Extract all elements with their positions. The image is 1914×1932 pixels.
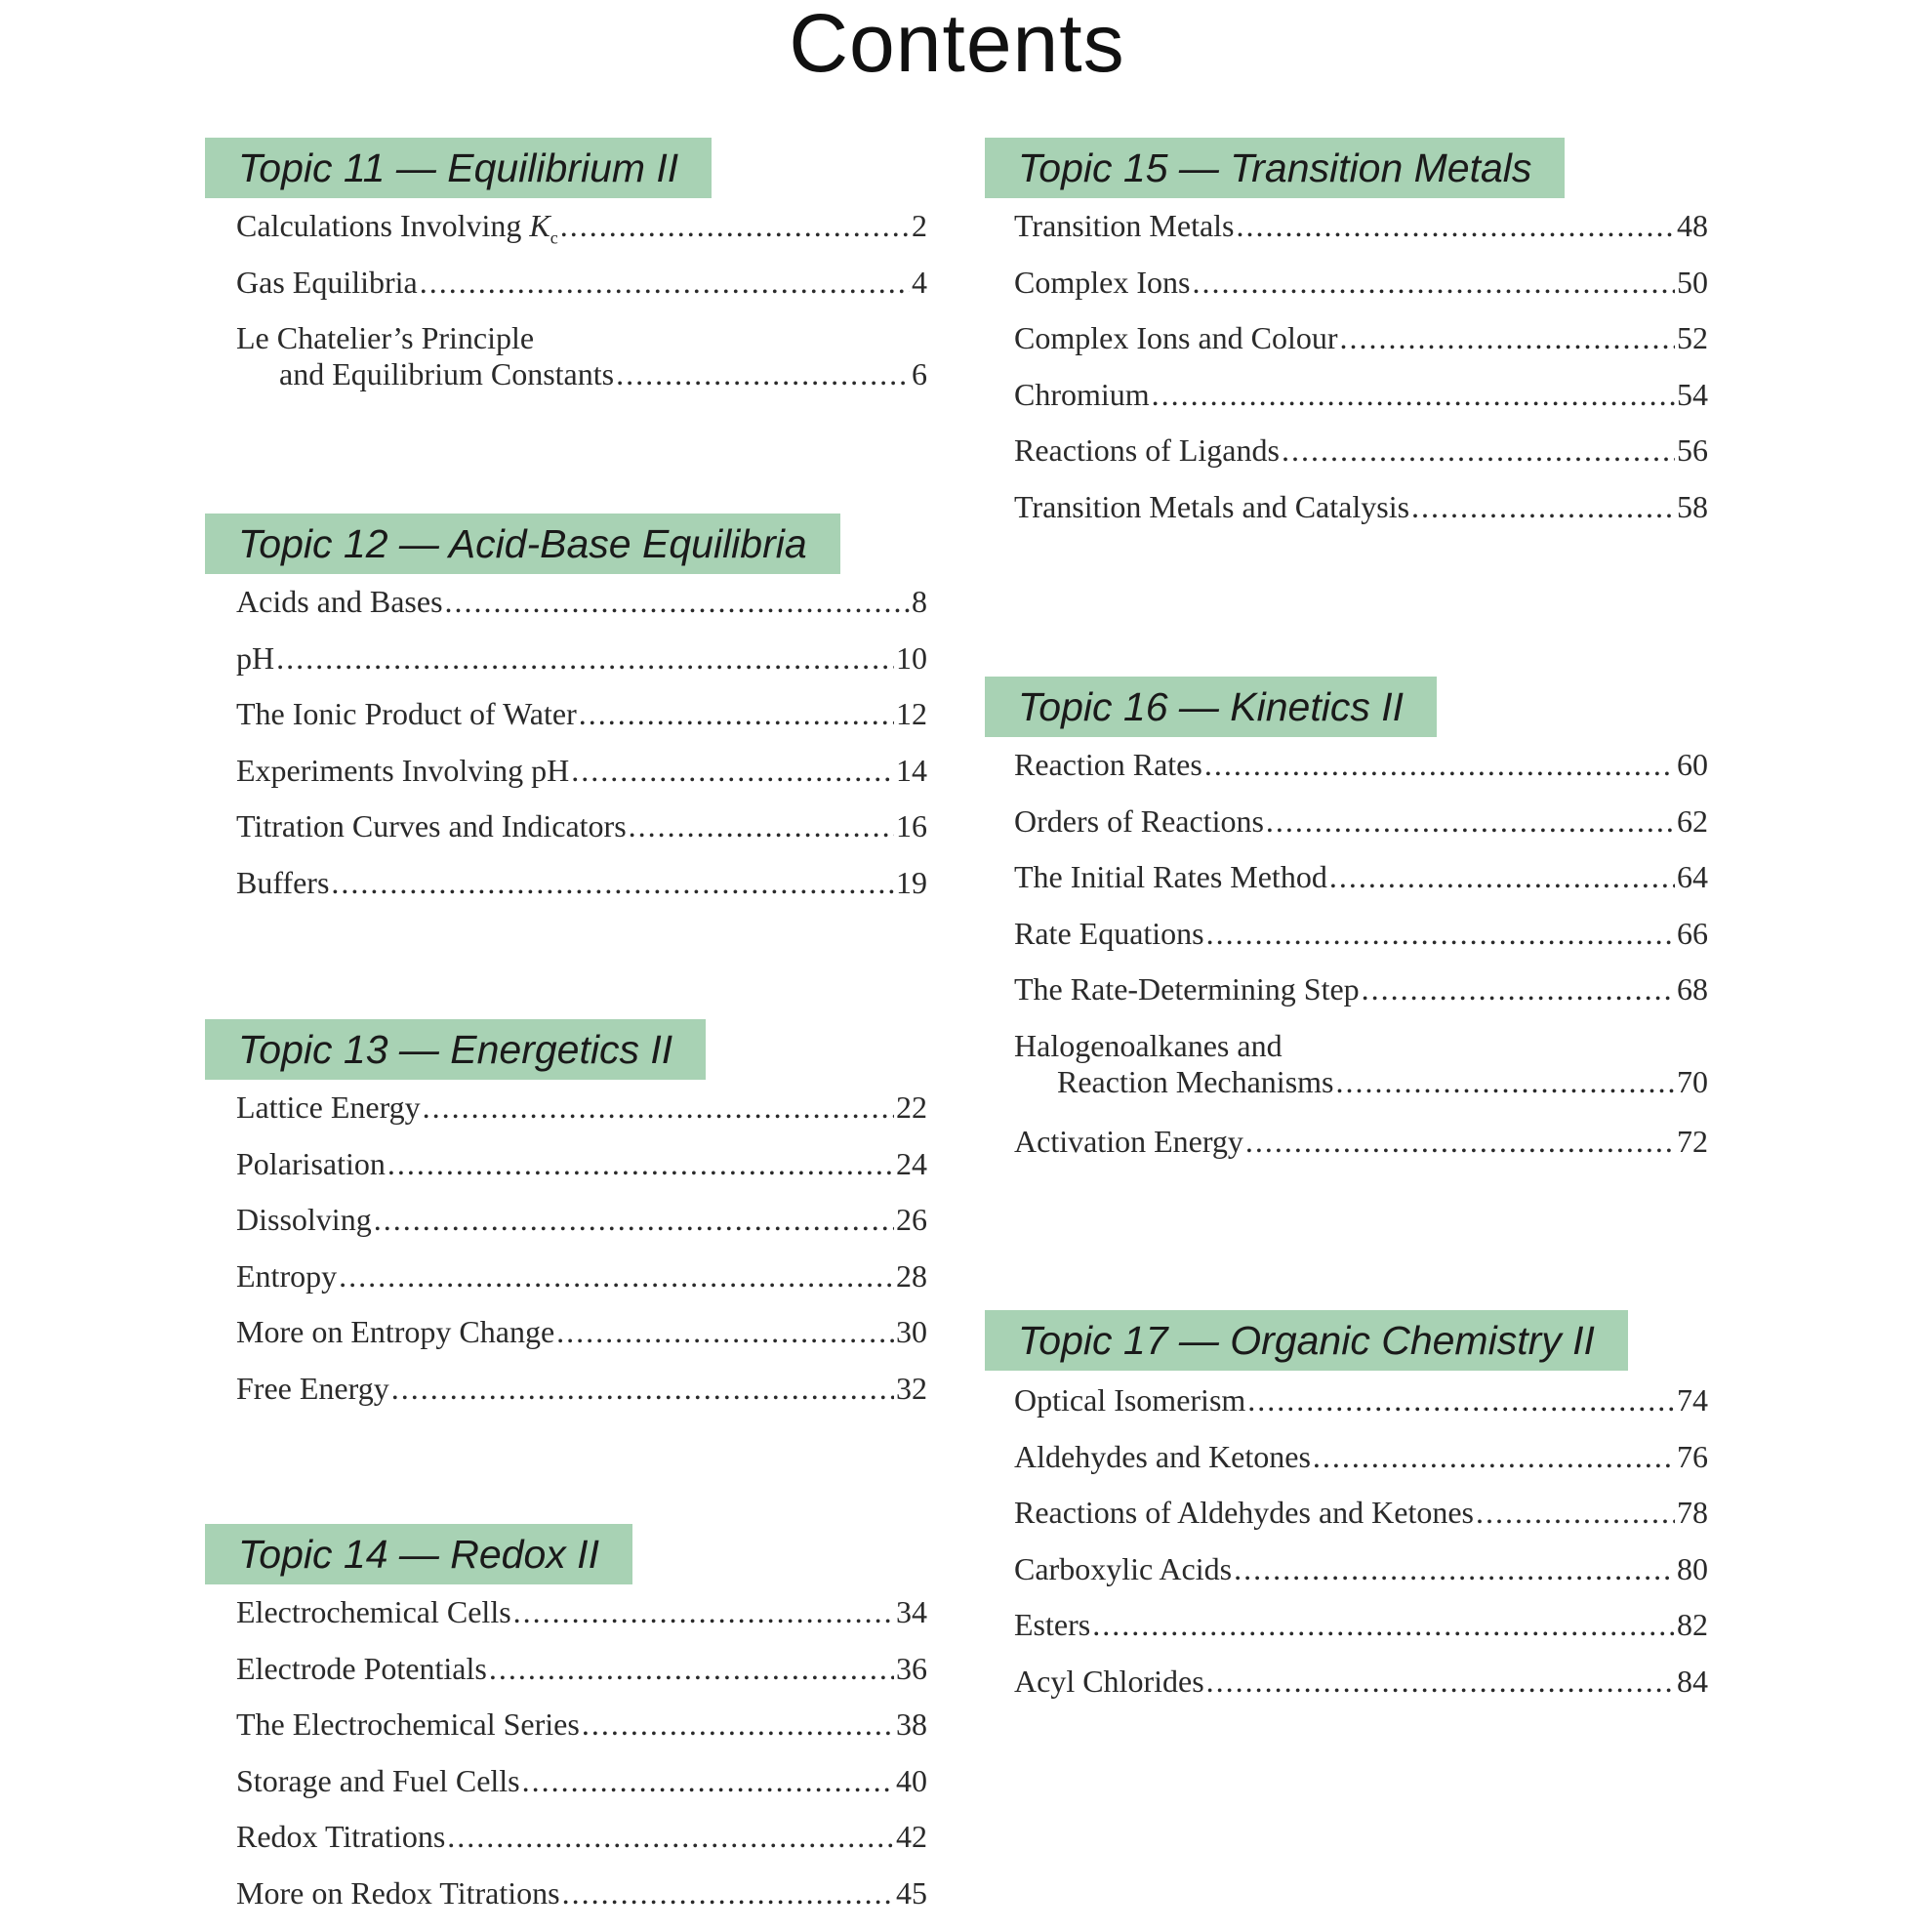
- toc-entry-page: 70: [1677, 1063, 1708, 1099]
- toc-entry[interactable]: [236, 1146, 927, 1203]
- toc-entry-page: 48: [1677, 208, 1708, 243]
- toc-entry-label: Aldehydes and Ketones: [1014, 1438, 1311, 1474]
- toc-entry[interactable]: [236, 584, 927, 640]
- dot-leader: [522, 1763, 894, 1799]
- dot-leader: [1411, 489, 1675, 525]
- topic-17-section: [985, 1310, 1708, 1720]
- dot-leader: [629, 808, 894, 844]
- dot-leader: [423, 1089, 894, 1126]
- dot-leader: [1092, 1607, 1675, 1643]
- toc-entry-label: Esters: [1014, 1607, 1091, 1643]
- toc-entry[interactable]: [1014, 803, 1708, 860]
- toc-entry[interactable]: [1014, 1664, 1708, 1720]
- toc-entry[interactable]: [1014, 432, 1708, 489]
- toc-entry-label: Titration Curves and Indicators: [236, 808, 627, 844]
- toc-entry[interactable]: [236, 208, 927, 265]
- dot-leader: [582, 1706, 894, 1743]
- toc-entry-page: 22: [896, 1089, 927, 1125]
- topic-15-entries: [985, 208, 1708, 546]
- toc-entry[interactable]: [1014, 1607, 1708, 1664]
- toc-entry[interactable]: [1014, 1124, 1708, 1180]
- dot-leader: [1192, 265, 1675, 301]
- toc-entry-label: The Electrochemical Series: [236, 1706, 580, 1743]
- toc-entry[interactable]: [1014, 1028, 1708, 1124]
- toc-entry-page: 14: [896, 752, 927, 788]
- toc-entry-page: 32: [896, 1370, 927, 1406]
- dot-leader: [387, 1146, 894, 1182]
- toc-entry-variable: K: [529, 208, 550, 243]
- dot-leader: [571, 753, 894, 789]
- toc-entry-page: 2: [912, 208, 927, 243]
- dot-leader: [1335, 1064, 1675, 1100]
- dot-leader: [1282, 432, 1675, 469]
- dot-leader: [1206, 916, 1675, 952]
- toc-entry-page: 58: [1677, 488, 1708, 524]
- toc-entry-label: Storage and Fuel Cells: [236, 1762, 520, 1798]
- topic-11-entries: [205, 208, 927, 416]
- toc-entry[interactable]: [236, 1258, 927, 1315]
- dot-leader: [560, 208, 910, 244]
- toc-entry-label: Buffers: [236, 864, 330, 900]
- topic-13-header[interactable]: Topic 13 — Energetics II: [205, 1019, 706, 1080]
- dot-leader: [331, 865, 894, 901]
- toc-entry[interactable]: [236, 640, 927, 697]
- toc-entry-page: 68: [1677, 971, 1708, 1007]
- toc-entry-page: 10: [896, 639, 927, 676]
- topic-14-header[interactable]: Topic 14 — Redox II: [205, 1524, 632, 1584]
- toc-entry-label: Complex Ions and Colour: [1014, 320, 1338, 356]
- dot-leader: [1245, 1124, 1675, 1160]
- toc-entry-page: 34: [896, 1594, 927, 1629]
- dot-leader: [1266, 803, 1675, 840]
- toc-entry-label: Reactions of Ligands: [1014, 432, 1280, 469]
- toc-entry-label: Rate Equations: [1014, 915, 1204, 951]
- dot-leader: [489, 1651, 894, 1687]
- toc-entry-label-continued: and Equilibrium Constants: [279, 356, 615, 392]
- toc-entry-label-continued: Reaction Mechanisms: [1057, 1063, 1334, 1099]
- topic-12-section: [205, 514, 927, 922]
- toc-entry[interactable]: [1014, 971, 1708, 1028]
- toc-entry-page: 4: [912, 264, 927, 300]
- toc-entry-page: 60: [1677, 747, 1708, 782]
- toc-entry-page: 6: [912, 356, 927, 392]
- toc-entry[interactable]: [236, 1819, 927, 1875]
- toc-entry-page: 66: [1677, 915, 1708, 951]
- toc-entry[interactable]: [1014, 377, 1708, 433]
- toc-entry[interactable]: [236, 1706, 927, 1763]
- toc-entry-page: 36: [896, 1650, 927, 1686]
- toc-entry[interactable]: [236, 265, 927, 321]
- toc-entry[interactable]: [236, 865, 927, 922]
- page-title: Contents: [789, 0, 1125, 89]
- toc-entry-page: 50: [1677, 264, 1708, 300]
- toc-entry-label: Electrochemical Cells: [236, 1594, 511, 1629]
- dot-leader: [447, 1819, 894, 1855]
- toc-entry-label: More on Redox Titrations: [236, 1874, 560, 1911]
- dot-leader: [562, 1875, 894, 1911]
- toc-entry-page: 82: [1677, 1607, 1708, 1643]
- toc-entry[interactable]: [236, 808, 927, 865]
- toc-entry[interactable]: [236, 753, 927, 809]
- dot-leader: [579, 696, 894, 732]
- toc-entry-page: 12: [896, 696, 927, 732]
- topic-14-entries: [205, 1594, 927, 1932]
- toc-entry[interactable]: [236, 1314, 927, 1371]
- toc-entry-label: Reaction Rates: [1014, 747, 1202, 782]
- toc-entry-page: 64: [1677, 859, 1708, 895]
- toc-entry[interactable]: [1014, 208, 1708, 265]
- toc-entry[interactable]: [1014, 859, 1708, 916]
- topic-12-entries: [205, 584, 927, 922]
- toc-entry-label: Transition Metals and Catalysis: [1014, 488, 1410, 524]
- toc-entry-page: 56: [1677, 432, 1708, 469]
- topic-16-entries: [985, 747, 1708, 1180]
- toc-entry[interactable]: [236, 320, 927, 416]
- toc-entry-label: Chromium: [1014, 376, 1150, 412]
- toc-entry[interactable]: [236, 1651, 927, 1707]
- toc-entry-label: Transition Metals: [1014, 208, 1235, 243]
- topic-12-header[interactable]: Topic 12 — Acid-Base Equilibria: [205, 514, 840, 574]
- toc-entry[interactable]: [236, 1875, 927, 1932]
- dot-leader: [339, 1258, 894, 1295]
- dot-leader: [1152, 377, 1675, 413]
- toc-entry[interactable]: [236, 696, 927, 753]
- toc-entry[interactable]: [1014, 320, 1708, 377]
- toc-entry-page: 80: [1677, 1550, 1708, 1586]
- dot-leader: [1234, 1551, 1675, 1587]
- toc-entry[interactable]: [236, 1089, 927, 1146]
- dot-leader: [391, 1371, 894, 1407]
- toc-entry-page: 78: [1677, 1495, 1708, 1531]
- toc-entry-page: 26: [896, 1202, 927, 1238]
- dot-leader: [1247, 1382, 1675, 1418]
- dot-leader: [616, 356, 910, 392]
- toc-entry-page: 40: [896, 1762, 927, 1798]
- dot-leader: [1329, 859, 1675, 895]
- topic-14-section: [205, 1524, 927, 1932]
- toc-entry-subscript: c: [550, 227, 558, 248]
- topic-16-section: [985, 677, 1708, 1180]
- dot-leader: [420, 265, 910, 301]
- toc-entry-page: 72: [1677, 1123, 1708, 1159]
- toc-entry-label: The Rate-Determining Step: [1014, 971, 1360, 1007]
- toc-entry-label: Experiments Involving pH: [236, 752, 570, 788]
- toc-entry-label: Activation Energy: [1014, 1123, 1243, 1159]
- dot-leader: [1313, 1439, 1675, 1475]
- toc-entry-label: Calculations Involving: [236, 208, 530, 243]
- topic-11-section: [205, 138, 927, 416]
- toc-entry-label: Carboxylic Acids: [1014, 1550, 1233, 1586]
- toc-entry[interactable]: [236, 1594, 927, 1651]
- topic-15-section: [985, 138, 1708, 546]
- toc-entry[interactable]: [236, 1371, 927, 1427]
- toc-entry-page: 38: [896, 1706, 927, 1743]
- toc-entry-label: More on Entropy Change: [236, 1314, 555, 1350]
- toc-entry-page: 74: [1677, 1382, 1708, 1418]
- dot-leader: [1476, 1495, 1675, 1531]
- toc-entry-label: Optical Isomerism: [1014, 1382, 1246, 1418]
- toc-entry-label: Dissolving: [236, 1202, 372, 1238]
- toc-entry[interactable]: [1014, 916, 1708, 972]
- toc-entry-label: The Ionic Product of Water: [236, 696, 577, 732]
- toc-entry[interactable]: [1014, 1439, 1708, 1496]
- toc-entry-page: 54: [1677, 376, 1708, 412]
- toc-entry-page: 30: [896, 1314, 927, 1350]
- toc-entry-label: Orders of Reactions: [1014, 802, 1264, 839]
- toc-entry-page: 16: [896, 808, 927, 844]
- toc-entry[interactable]: [1014, 265, 1708, 321]
- toc-entry-label: Polarisation: [236, 1145, 386, 1181]
- toc-entry-label: Gas Equilibria: [236, 264, 418, 300]
- toc-entry[interactable]: [1014, 747, 1708, 803]
- dot-leader: [1206, 1664, 1675, 1700]
- dot-leader: [1237, 208, 1676, 244]
- dot-leader: [513, 1594, 894, 1630]
- toc-entry-page: 52: [1677, 320, 1708, 356]
- toc-entry-label: Entropy: [236, 1257, 338, 1294]
- dot-leader: [1204, 747, 1675, 783]
- dot-leader: [1362, 971, 1675, 1007]
- toc-entry-label: Le Chatelier’s Principle: [236, 320, 535, 356]
- topic-16-header[interactable]: Topic 16 — Kinetics II: [985, 677, 1437, 737]
- toc-entry-label: Lattice Energy: [236, 1089, 421, 1125]
- toc-entry-page: 45: [896, 1874, 927, 1911]
- toc-entry[interactable]: [1014, 1551, 1708, 1608]
- toc-entry-label: The Initial Rates Method: [1014, 859, 1327, 895]
- dot-leader: [445, 584, 910, 620]
- toc-entry-label: Electrode Potentials: [236, 1650, 487, 1686]
- toc-entry-page: 42: [896, 1819, 927, 1855]
- toc-entry[interactable]: [1014, 1495, 1708, 1551]
- topic-17-header[interactable]: Topic 17 — Organic Chemistry II: [985, 1310, 1628, 1371]
- dot-leader: [276, 640, 894, 677]
- toc-entry-label: Free Energy: [236, 1370, 389, 1406]
- topic-13-entries: [205, 1089, 927, 1427]
- toc-entry-page: 24: [896, 1145, 927, 1181]
- toc-entry-page: 19: [896, 864, 927, 900]
- dot-leader: [556, 1314, 894, 1350]
- toc-entry[interactable]: [236, 1763, 927, 1820]
- topic-11-header[interactable]: Topic 11 — Equilibrium II: [205, 138, 712, 198]
- toc-entry-page: 62: [1677, 802, 1708, 839]
- toc-entry[interactable]: [1014, 489, 1708, 546]
- toc-entry-label: Halogenoalkanes and: [1014, 1027, 1283, 1063]
- topic-13-section: [205, 1019, 927, 1427]
- toc-entry[interactable]: [236, 1202, 927, 1258]
- topic-17-entries: [985, 1382, 1708, 1720]
- toc-entry[interactable]: [1014, 1382, 1708, 1439]
- toc-entry-page: 84: [1677, 1663, 1708, 1699]
- dot-leader: [1340, 320, 1675, 356]
- toc-entry-label: Acids and Bases: [236, 584, 443, 619]
- toc-entry-page: 76: [1677, 1438, 1708, 1474]
- toc-entry-label: Complex Ions: [1014, 264, 1191, 300]
- toc-entry-label: Acyl Chlorides: [1014, 1663, 1204, 1699]
- toc-entry-label: Redox Titrations: [236, 1819, 446, 1855]
- topic-15-header[interactable]: Topic 15 — Transition Metals: [985, 138, 1565, 198]
- toc-entry-label: Reactions of Aldehydes and Ketones: [1014, 1495, 1474, 1531]
- toc-entry-label: pH: [236, 639, 275, 676]
- toc-entry-page: 28: [896, 1257, 927, 1294]
- dot-leader: [374, 1202, 894, 1238]
- toc-entry-page: 8: [912, 584, 927, 619]
